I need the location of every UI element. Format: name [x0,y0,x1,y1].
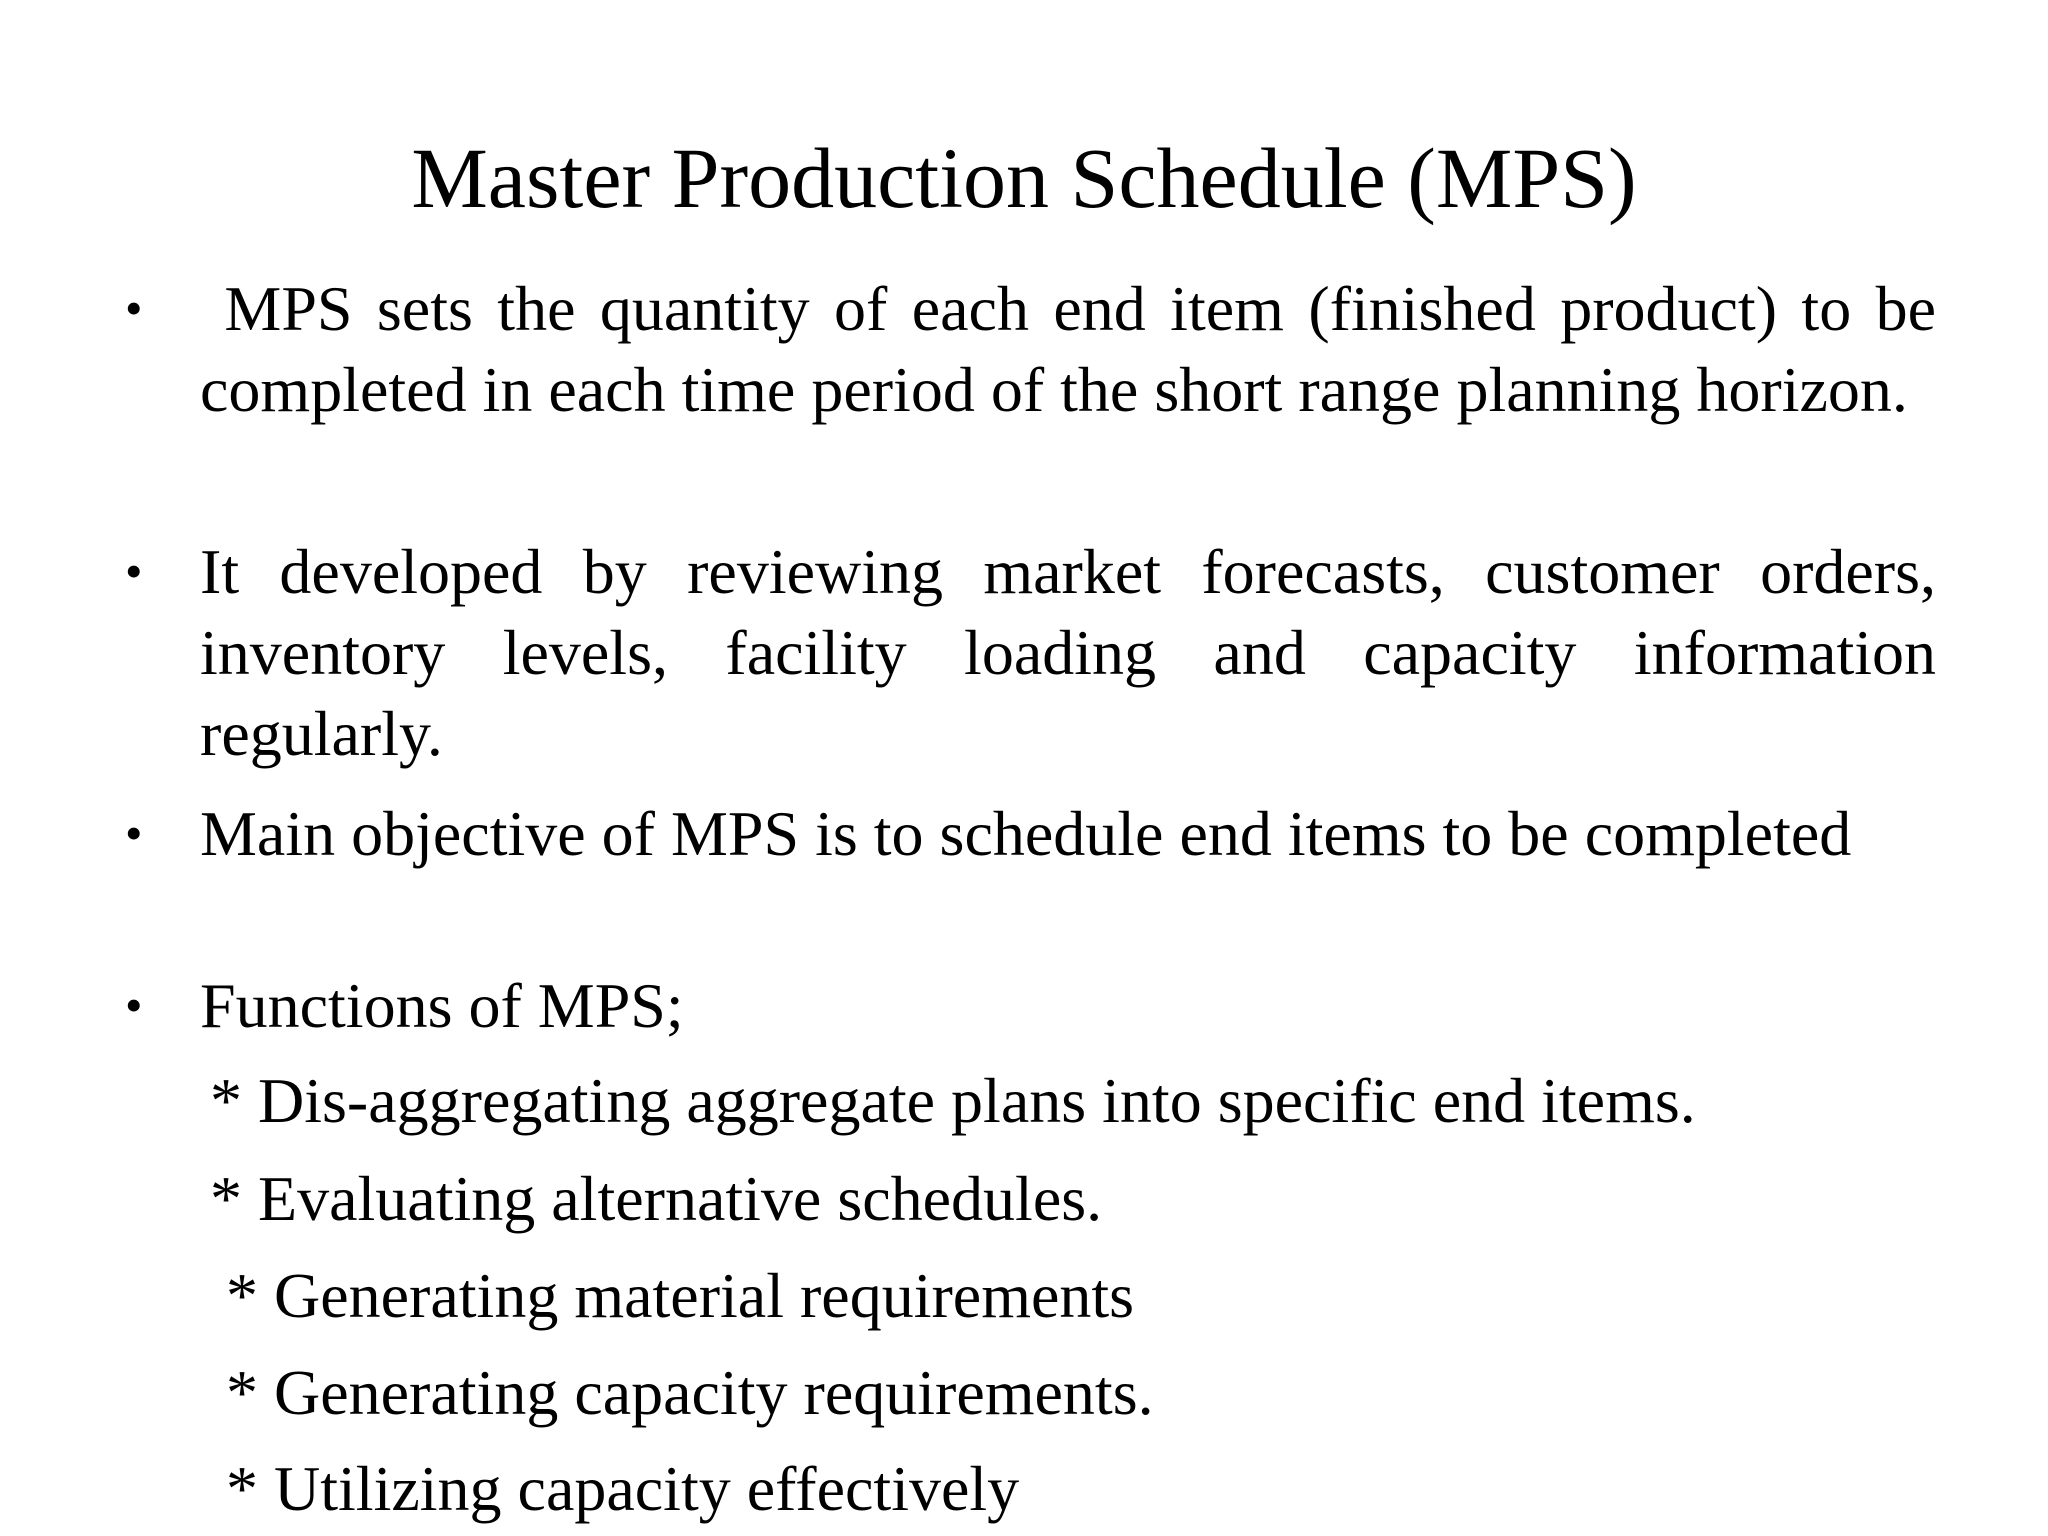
bullet-marker: • [125,280,143,336]
bullet-marker: • [125,805,143,861]
function-item-1: * Dis-aggregating aggregate plans into specific end items. [210,1065,1696,1136]
function-item-5: * Utilizing capacity effectively [226,1453,1020,1524]
bullet-text-3: Main objective of MPS is to schedule end items to be completed [200,798,1852,869]
function-item-3: * Generating material requirements [226,1260,1135,1331]
function-item-2: * Evaluating alternative schedules. [210,1163,1103,1234]
slide-title: Master Production Schedule (MPS) [411,130,1637,226]
bullet-marker: • [125,977,143,1033]
function-item-4: * Generating capacity requirements. [226,1357,1154,1428]
bullet-marker: • [125,543,143,599]
bullet-text-1: MPS sets the quantity of each end item (finished product) to be completed in each time period of the short range planning horizon. [200,273,1953,425]
bullet-text-4: Functions of MPS; [200,970,684,1041]
bullet-text-2: It developed by reviewing market forecasts, customer orders, inventory levels, facility loading and capacity information regularly. [200,536,1936,769]
